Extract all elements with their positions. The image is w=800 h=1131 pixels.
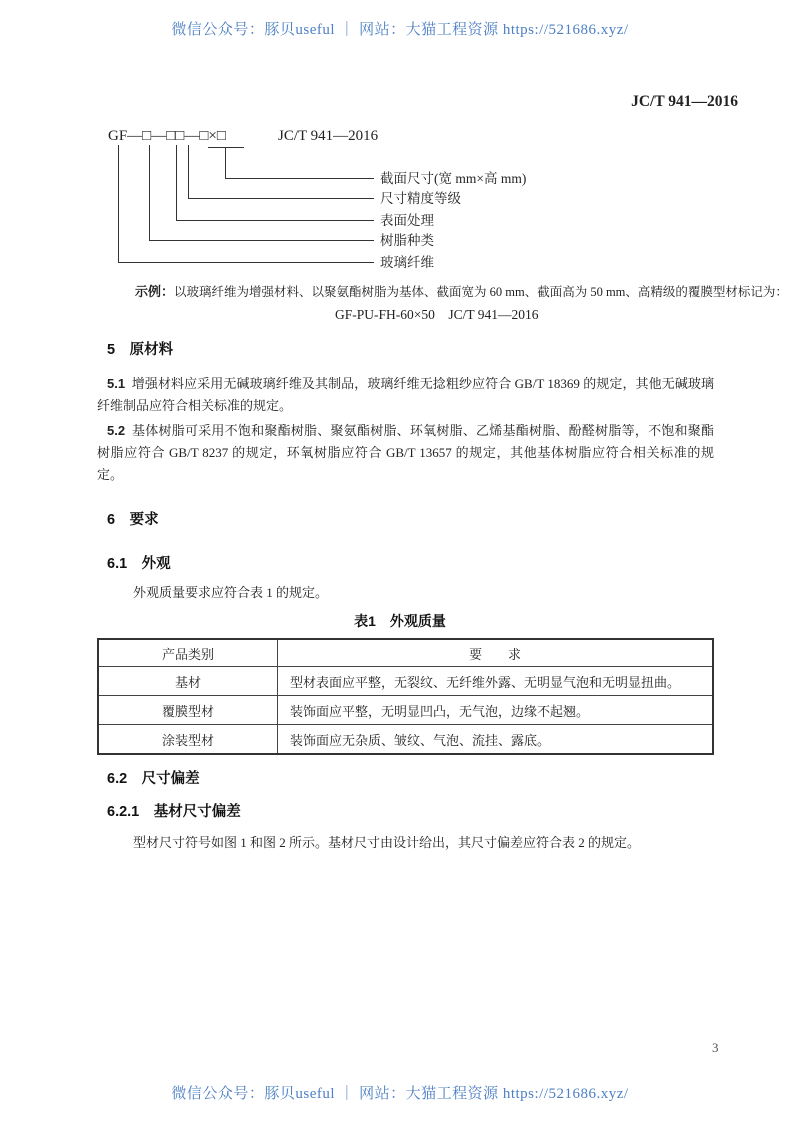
diagram-label-glass-fiber: 玻璃纤维	[380, 255, 434, 270]
diagram-line	[188, 145, 189, 198]
diagram-line	[225, 178, 374, 179]
diagram-line	[149, 145, 150, 240]
page-number: 3	[712, 1040, 719, 1055]
table-row	[98, 667, 713, 696]
footer-watermark: 微信公众号：豚贝useful ｜ 网站：大猫工程资源 https://521686.xyz/	[171, 1086, 629, 1102]
diagram-line	[176, 145, 177, 220]
table1-header-category: 产品类别	[98, 639, 278, 667]
diagram-line	[118, 262, 374, 263]
diagram-line	[149, 240, 374, 241]
diagram-label-resin-type: 树脂种类	[380, 233, 434, 248]
diagram-line	[118, 145, 119, 262]
doc-code-header: JC/T 941—2016	[631, 93, 738, 110]
clause-5-2	[97, 420, 714, 486]
section6-2-1-heading: 6.2.1 基材尺寸偏差	[107, 804, 241, 820]
table-row	[98, 725, 713, 755]
table1-row3-requirement: 装饰面应无杂质、皱纹、气泡、流挂、露底。	[278, 725, 714, 755]
diagram-line	[225, 147, 226, 178]
diagram-line	[188, 198, 374, 199]
section5-heading: 5 原材料	[107, 342, 174, 358]
example-text: 以玻璃纤维为增强材料、以聚氨酯树脂为基体、截面宽为 60 mm、截面高为 50 mm、高精级的覆膜型材标记为：	[174, 285, 788, 299]
clause-5-1	[97, 373, 714, 417]
diagram-label-surface-finish: 表面处理	[380, 213, 434, 228]
example-paragraph	[135, 281, 788, 300]
table1-header-requirement: 要 求	[278, 639, 714, 667]
diagram-bracket-line	[208, 147, 244, 148]
clause-5-1-number: 5.1	[107, 376, 126, 391]
diagram-label-precision-grade: 尺寸精度等级	[380, 191, 461, 206]
section6-2-heading: 6.2 尺寸偏差	[107, 771, 200, 787]
designation-diagram	[108, 128, 728, 278]
designation-standard-ref: JC/T 941—2016	[278, 128, 379, 144]
section6-1-heading: 6.1 外观	[107, 556, 171, 572]
table1-row3-category: 涂装型材	[98, 725, 278, 755]
table1-appearance-quality	[97, 638, 714, 755]
table1-header-row	[98, 639, 713, 667]
clause-5-2-number: 5.2	[107, 423, 126, 438]
section6-1-paragraph: 外观质量要求应符合表 1 的规定。	[133, 585, 329, 600]
example-designation: GF-PU-FH-60×50 JC/T 941—2016	[335, 307, 539, 322]
clause-5-2-text: 基体树脂可采用不饱和聚酯树脂、聚氨酯树脂、环氧树脂、乙烯基酯树脂、酚醛树脂等，不饱和聚酯树脂应符合 GB/T 8237 的规定，环氧树脂应符合 GB/T 13657 的规定，其他基体树脂应符合相关标准的规定。	[97, 423, 714, 482]
table1-row2-requirement: 装饰面应平整，无明显凹凸，无气泡，边缘不起翘。	[278, 696, 714, 725]
table1-row1-requirement: 型材表面应平整，无裂纹、无纤维外露、无明显气泡和无明显扭曲。	[278, 667, 714, 696]
table1-row1-category: 基材	[98, 667, 278, 696]
diagram-line	[176, 220, 374, 221]
diagram-label-section-size: 截面尺寸(宽 mm×高 mm)	[380, 171, 527, 186]
table1-title: 表1 外观质量	[354, 613, 446, 629]
section6-2-1-paragraph: 型材尺寸符号如图 1 和图 2 所示。基材尺寸由设计给出，其尺寸偏差应符合表 2 的规定。	[133, 835, 641, 850]
designation-code: GF—□—□□—□×□	[108, 128, 226, 144]
table1-row2-category: 覆膜型材	[98, 696, 278, 725]
clause-5-1-text: 增强材料应采用无碱玻璃纤维及其制品，玻璃纤维无捻粗纱应符合 GB/T 18369 的规定，其他无碱玻璃纤维制品应符合相关标准的规定。	[97, 376, 714, 413]
example-label: 示例：	[135, 284, 175, 299]
header-watermark: 微信公众号：豚贝useful ｜ 网站：大猫工程资源 https://521686.xyz/	[171, 22, 629, 38]
table-row	[98, 696, 713, 725]
section6-heading: 6 要求	[107, 512, 159, 528]
